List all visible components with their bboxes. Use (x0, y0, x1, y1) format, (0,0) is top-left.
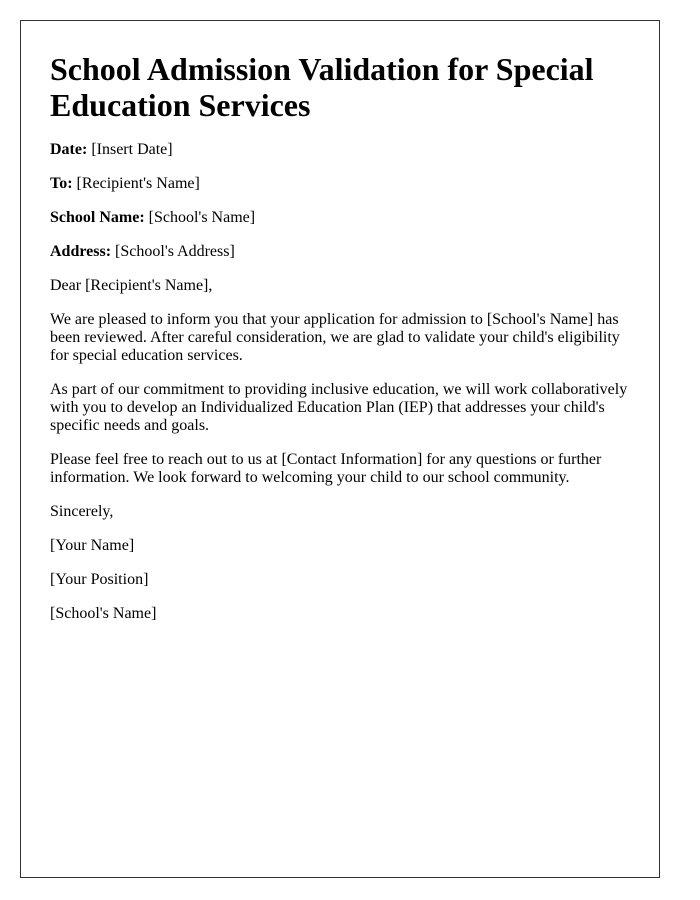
school-name-value: [School's Name] (148, 209, 256, 226)
recipient-line (50, 175, 640, 193)
date-label: Date: (50, 141, 88, 158)
address-line (50, 243, 640, 261)
school-name-line (50, 209, 640, 227)
closing: Sincerely, (50, 503, 114, 520)
signature-name: [Your Name] (50, 537, 135, 554)
letter-title: School Admission Validation for Special Education Services (50, 51, 594, 123)
date-line (50, 141, 640, 159)
letter-content (50, 51, 640, 639)
address-label: Address: (50, 243, 112, 260)
signature-position: [Your Position] (50, 571, 149, 588)
body-paragraph-1: We are pleased to inform you that your application for admission to [School's Name] has been reviewed. After careful consideration, we are glad to validate your child's eligibility for special education services. (50, 311, 620, 364)
signature-school: [School's Name] (50, 605, 157, 622)
recipient-value: [Recipient's Name] (76, 175, 200, 192)
body-paragraph-2: As part of our commitment to providing inclusive education, we will work collaboratively with you to develop an Individualized Education Plan (IEP) that addresses your child's specific needs and goals. (50, 381, 628, 434)
salutation: Dear [Recipient's Name], (50, 277, 213, 294)
school-name-label: School Name: (50, 209, 145, 226)
recipient-label: To: (50, 175, 73, 192)
date-value: [Insert Date] (91, 141, 173, 158)
body-paragraph-3: Please feel free to reach out to us at [Contact Information] for any questions or further information. We look forward to welcoming your child to our school community. (50, 451, 602, 486)
letter-page (20, 20, 660, 878)
address-value: [School's Address] (115, 243, 235, 260)
